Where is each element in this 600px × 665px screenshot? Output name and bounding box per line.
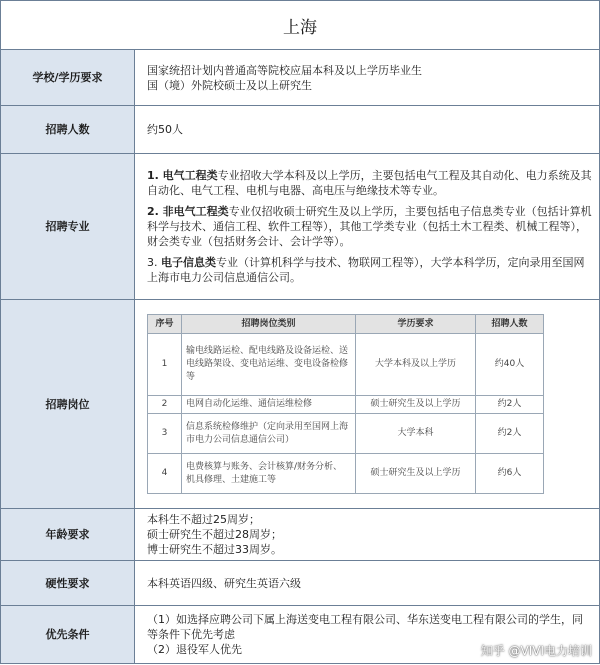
position-count: 约2人 — [476, 414, 544, 454]
header-no: 序号 — [148, 315, 182, 334]
position-edu: 硕士研究生及以上学历 — [356, 454, 476, 494]
label-count: 招聘人数 — [1, 106, 135, 154]
priority-line-2: （2）退役军人优先 — [147, 643, 242, 656]
major-paragraph-1: 1. 电气工程类专业招收大学本科及以上学历，主要包括电气工程及其自动化、电力系统及其自动化、电气工程、电机与电器、高电压与绝缘技术等专业。 — [147, 169, 592, 197]
positions-table — [147, 314, 544, 494]
row-age — [1, 509, 600, 561]
position-edu: 大学本科 — [356, 414, 476, 454]
major-paragraph-2: 2. 非电气工程类专业仅招收硕士研究生及以上学历，主要包括电子信息类专业（包括计算机科学与技术、通信工程、软件工程等），其他工学类专业（包括土木工程类、机械工程等），财会类专业（包括财务会计、会计学等）。 — [147, 205, 592, 248]
position-category: 电网自动化运维、通信运维检修 — [182, 396, 356, 414]
position-no: 4 — [148, 454, 182, 494]
position-count: 约2人 — [476, 396, 544, 414]
position-no: 2 — [148, 396, 182, 414]
table-row — [148, 396, 544, 414]
position-category: 电费核算与账务、会计核算/财务分析、机具修理、土建施工等 — [182, 454, 356, 494]
row-school — [1, 50, 600, 106]
major-detail — [135, 154, 600, 300]
row-major — [1, 154, 600, 300]
positions-header-row — [148, 315, 544, 334]
table-row — [148, 414, 544, 454]
page-title: 上海 — [0, 0, 600, 50]
position-edu: 硕士研究生及以上学历 — [356, 396, 476, 414]
position-no: 3 — [148, 414, 182, 454]
table-row — [148, 454, 544, 494]
label-major: 招聘专业 — [1, 154, 135, 300]
header-edu: 学历要求 — [356, 315, 476, 334]
label-hard: 硬性要求 — [1, 561, 135, 606]
position-no: 1 — [148, 334, 182, 396]
school-line-2: 国（境）外院校硕士及以上研究生 — [147, 78, 312, 92]
position-count: 约40人 — [476, 334, 544, 396]
positions-cell — [135, 300, 600, 509]
position-category: 输电线路运检、配电线路及设备运检、送电线路架设、变电站运维、变电设备检修等 — [182, 334, 356, 396]
school-line-1: 国家统招计划内普通高等院校应届本科及以上学历毕业生 — [147, 63, 422, 77]
age-line-3: 博士研究生不超过33周岁。 — [147, 543, 282, 556]
table-row — [148, 334, 544, 396]
school-requirement — [135, 50, 600, 106]
row-count — [1, 106, 600, 154]
position-edu: 大学本科及以上学历 — [356, 334, 476, 396]
label-priority: 优先条件 — [1, 606, 135, 664]
age-line-1: 本科生不超过25周岁； — [147, 513, 260, 526]
header-category: 招聘岗位类别 — [182, 315, 356, 334]
recruit-count: 约50人 — [135, 106, 600, 154]
zhihu-watermark: 知乎 @VIVI电力培训 — [480, 644, 592, 658]
position-count: 约6人 — [476, 454, 544, 494]
label-positions: 招聘岗位 — [1, 300, 135, 509]
priority-line-1: （1）如选择应聘公司下属上海送变电工程有限公司、华东送变电工程有限公司的学生，同等条件下优先考虑 — [147, 613, 583, 641]
major-paragraph-3: 3. 电子信息类专业（计算机科学与技术、物联网工程等），大学本科学历，定向录用至国网上海市电力公司信息通信公司。 — [147, 256, 585, 284]
age-line-2: 硕士研究生不超过28周岁； — [147, 528, 282, 541]
age-requirement — [135, 509, 600, 561]
label-age: 年龄要求 — [1, 509, 135, 561]
header-count: 招聘人数 — [476, 315, 544, 334]
row-hard — [1, 561, 600, 606]
hard-requirement: 本科英语四级、研究生英语六级 — [135, 561, 600, 606]
row-positions — [1, 300, 600, 509]
position-category: 信息系统检修维护（定向录用至国网上海市电力公司信息通信公司） — [182, 414, 356, 454]
label-school: 学校/学历要求 — [1, 50, 135, 106]
recruitment-table — [0, 49, 600, 664]
